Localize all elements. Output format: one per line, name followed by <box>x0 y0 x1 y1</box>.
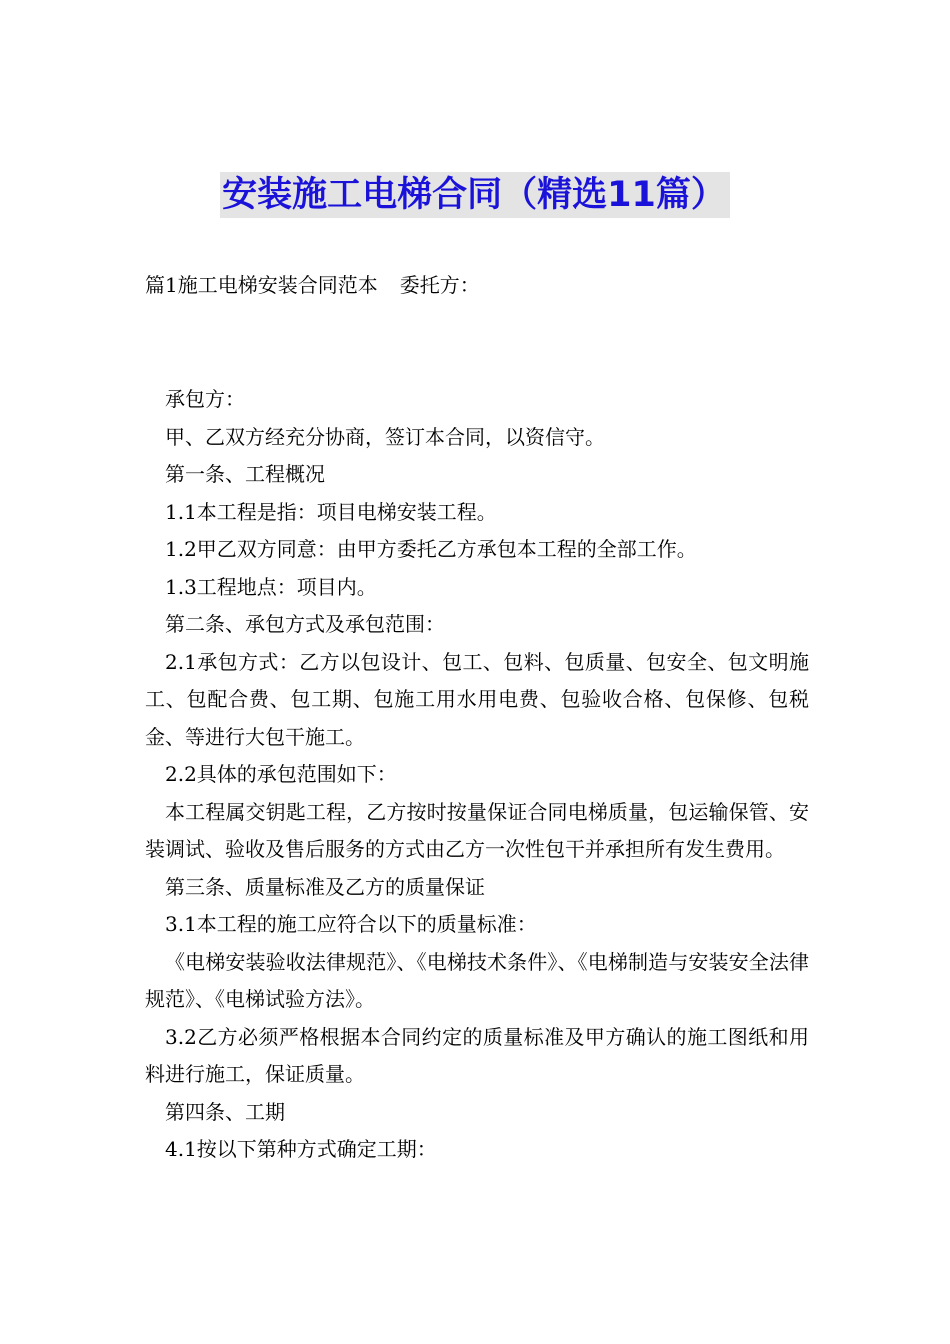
intro-line <box>145 270 480 300</box>
section-heading: 篇1施工电梯安装合同范本 <box>145 273 378 297</box>
clause-1-3: 1.3工程地点：项目内。 <box>165 574 377 599</box>
standards-paragraph: 《电梯安装验收法律规范》、《电梯技术条件》、《电梯制造与安装安全法律规范》、《电梯试验方法》。 <box>145 949 809 1011</box>
article-1-heading: 第一条、工程概况 <box>165 462 325 486</box>
article-3-heading: 第三条、质量标准及乙方的质量保证 <box>165 874 485 899</box>
clause-2-2: 2.2具体的承包范围如下： <box>165 762 397 786</box>
article-4-heading: 第四条、工期 <box>165 1099 285 1124</box>
clause-1-1: 1.1本工程是指：项目电梯安装工程。 <box>165 499 497 524</box>
clause-1-2: 1.2甲乙双方同意：由甲方委托乙方承包本工程的全部工作。 <box>165 537 697 561</box>
paragraph-contractor: 承包方： <box>165 387 245 411</box>
document-title: 安装施工电梯合同（精选11篇） <box>220 172 730 218</box>
clause-2-1: 2.1承包方式：乙方以包设计、包工、包料、包质量、包安全、包文明施工、包配合费、包工期、包施工用水用电费、包验收合格、包保修、包税金、等进行大包干施工。 <box>145 649 809 749</box>
contract-body <box>145 381 809 1169</box>
scope-paragraph: 本工程属交钥匙工程，乙方按时按量保证合同电梯质量，包运输保管、安装调试、验收及售后服务的方式由乙方一次性包干并承担所有发生费用。 <box>145 799 809 861</box>
paragraph-agreement: 甲、乙双方经充分协商，签订本合同，以资信守。 <box>165 424 605 449</box>
clause-3-2: 3.2乙方必须严格根据本合同约定的质量标准及甲方确认的施工图纸和用料进行施工，保证质量。 <box>145 1024 809 1086</box>
title-container <box>0 172 950 218</box>
clause-4-1: 4.1按以下第种方式确定工期： <box>165 1137 437 1161</box>
article-2-heading: 第二条、承包方式及承包范围： <box>165 612 445 636</box>
clause-3-1: 3.1本工程的施工应符合以下的质量标准： <box>165 912 537 936</box>
client-label: 委托方： <box>399 273 480 297</box>
